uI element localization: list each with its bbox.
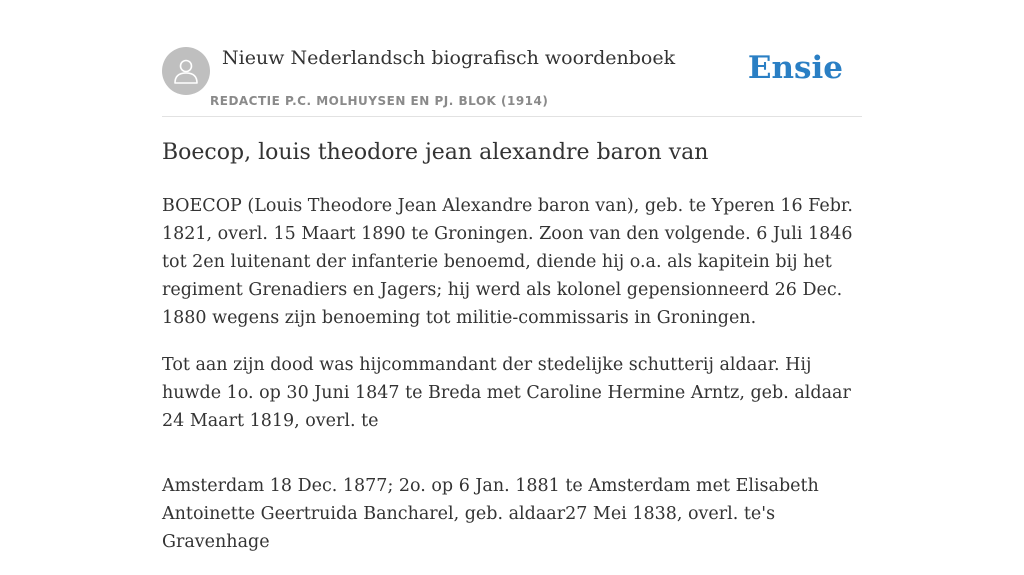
paragraph: BOECOP (Louis Theodore Jean Alexandre baron van), geb. te Yperen 16 Febr. 1821, overl. 15 Maart 1890 te Groningen. Zoon van den volgende. 6 Juli 1846 tot 2en luitenant der infanterie benoemd, diende hij o.a. als kapitein bij het regiment Grenadiers en Jagers; hij werd als kolonel gepensionneerd 26 Dec. 1880 wegens zijn benoeming tot militie-commissaris in Groningen.: [162, 196, 853, 328]
paragraph: Amsterdam 18 Dec. 1877; 2o. op 6 Jan. 1881 te Amsterdam met Elisabeth Antoinette Geertruida Bancharel, geb. aldaar27 Mei 1838, overl. te's Gravenhage: [162, 476, 819, 552]
user-icon: [172, 57, 200, 85]
paragraph: Tot aan zijn dood was hijcommandant der stedelijke schutterij aldaar. Hij huwde 1o. op 30 Juni 1847 te Breda met Caroline Hermine Arntz, geb. aldaar 24 Maart 1819, overl. te: [162, 355, 851, 431]
article-title: Boecop, louis theodore jean alexandre baron van: [162, 140, 709, 165]
article-body: [162, 192, 867, 575]
book-title[interactable]: Nieuw Nederlandsch biografisch woordenboek: [222, 47, 676, 69]
editors-line: REDACTIE P.C. MOLHUYSEN EN PJ. BLOK (1914): [210, 94, 549, 108]
header: [162, 46, 862, 117]
avatar[interactable]: [162, 47, 210, 95]
brand-logo[interactable]: Ensie: [747, 50, 843, 86]
